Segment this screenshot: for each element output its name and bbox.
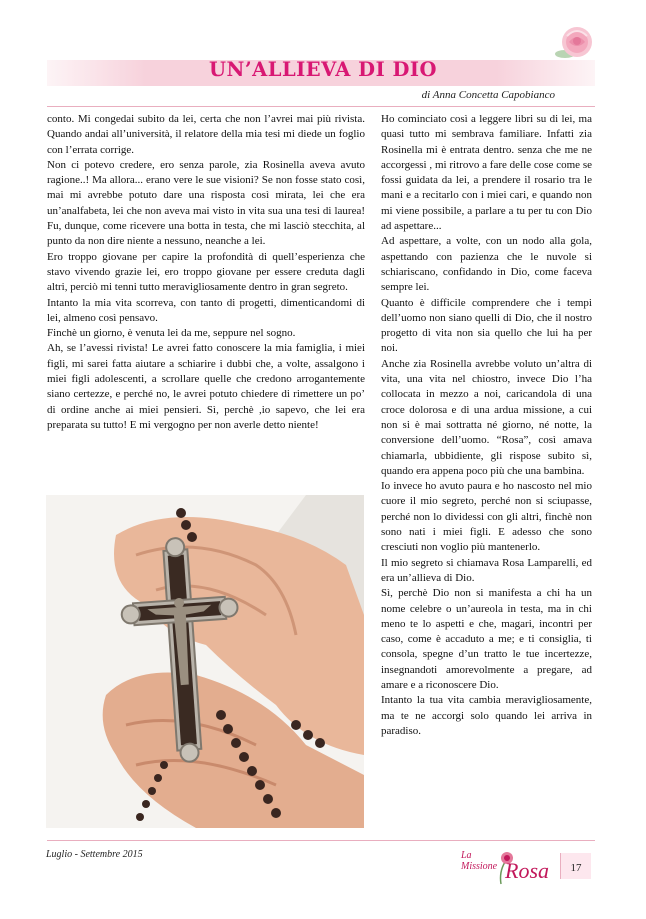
- paragraph: Ero troppo giovane per capire la profondità di quell’esperienza che stavo vivendo grazie lei, ero troppo giovane per essere creduta dagli altri, perciò mi tenni tutto meravigliosamente dentro in gran segreto.: [47, 250, 365, 294]
- paragraph: Anche zia Rosinella avrebbe voluto un’altra di vita, una vita nel chiostro, invece Dio l’ha collocata in mezzo a noi, caricandola di una croce dolorosa e di una ardua missione, a cui non si è mai sottratta né giorno, né notte, la conversione dell’uomo. “Rosa”, così amava chiamarla, ubbidiente, gli rispose subito sì, quando era appena poco più che una bambina.: [381, 357, 592, 477]
- top-rule: [47, 106, 595, 107]
- magazine-logo: [453, 846, 553, 886]
- paragraph: Sì, perchè Dio non si manifesta a chi ha un nome celebre o un’aureola in testa, ma in chi meno te lo aspetti e che, magari, incontri per caso, come è accaduto a me; e ti consiglia, ti consola, spegne d’un tratto le tue incertezze, insegnandoti amorevolmente a pregare, ad amare e a riconoscere Dio.: [381, 587, 592, 691]
- rose-ornament-icon: [553, 24, 597, 64]
- logo-small-text: La Missione: [461, 850, 498, 872]
- paragraph: Finchè un giorno, è venuta lei da me, seppure nel sogno.: [47, 327, 296, 340]
- paragraph: conto. Mi congedai subito da lei, certa che non l’avrei mai più rivista. Quando andai all’università, il relatore della mia tesi mi diede un foglio con l’errata corrige.: [47, 113, 365, 156]
- article-author: di Anna Concetta Capobianco: [421, 89, 555, 101]
- issue-date: Luglio - Settembre 2015: [46, 849, 143, 860]
- paragraph: Io invece ho avuto paura e ho nascosto nel mio cuore il mio segreto, perché non si sciupasse, perché non lo dividessi con gli altri, finchè non sono nati i miei figli. E adesso che sono cresciuti non voglio più mantenerlo.: [381, 480, 592, 554]
- paragraph: Ad aspettare, a volte, con un nodo alla gola, aspettando con pazienza che le nuvole si schiariscano, confidando in Dio, come faceva sempre lei.: [381, 235, 592, 294]
- left-column: [47, 112, 365, 433]
- right-column: [381, 112, 592, 739]
- paragraph: Quanto è difficile comprendere che i tempi dell’uomo non siano quelli di Dio, che il nostro progetto di vita non sia quello che lui ha per noi.: [381, 296, 592, 355]
- hands-rosary-image: [46, 495, 364, 828]
- paragraph: Non ci potevo credere, ero senza parole, zia Rosinella aveva avuto ragione..! Ma allora... erano vere le sue visioni? Se non fosse stato così, mai mi avrebbe potuto dare una risposta così mirata, lei che era un’analfabeta, lei che non aveva mai visto in vita sua una tesi di laurea! Fu, dunque, come ricevere una botta in testa, che mi lasciò stecchita, al punto da non dire niente a nessuno, neanche a lei.: [47, 158, 365, 248]
- paragraph: Ho cominciato così a leggere libri su di lei, ma quasi tutto mi sembrava familiare. Infatti zia Rosinella mi è entrata dentro. senza che me ne accorgessi , mi ritrovo a fare delle cose come se fossi guidata da lei, a prendere il rosario tra le mani e a recitarlo con i miei cari, e quando non mi viene possibile, a parlare a tu per tu con Dio ad aspettare...: [381, 113, 592, 233]
- paragraph: Intanto la tua vita cambia meravigliosamente, ma te ne accorgi solo quando lei arriva in paradiso.: [381, 694, 592, 737]
- logo-big-text: Rosa: [505, 858, 549, 883]
- bottom-rule: [47, 840, 595, 841]
- paragraph: Il mio segreto si chiamava Rosa Lamparelli, ed era un’allieva di Dio.: [381, 556, 592, 584]
- rosary-photo: [46, 495, 364, 828]
- article-title: UN’ALLIEVA DI DIO: [208, 58, 438, 81]
- page-number: 17: [560, 853, 591, 879]
- paragraph: Intanto la mia vita scorreva, con tanto di progetti, dimenticandomi di lei, almeno così pensavo.: [47, 296, 365, 324]
- paragraph: Ah, se l’avessi rivista! Le avrei fatto conoscere la mia famiglia, i miei figli, mi sarei fatta aiutare a schiarire i dubbi che, a volte, assalgono i miei figli adolescenti, a scrollare quelle che credono arrogantemente siano certezze, e perché no, le avrei potuto chiedere di rimettere un po’ di ordine anche ai miei pensieri. Sì, perchè ,io sapevo, che lei era preparata su tutto! E mi vergogno per non averle detto niente!: [47, 342, 365, 431]
